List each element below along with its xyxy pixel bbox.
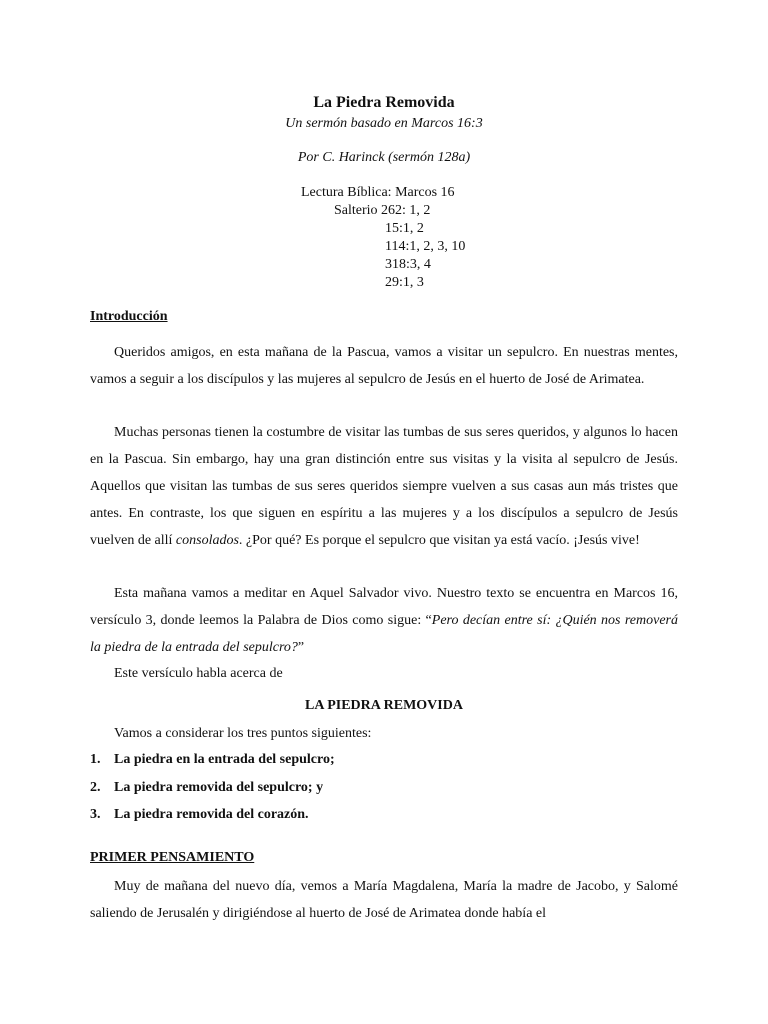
paragraph-text: Muchas personas tienen la costumbre de visitar las tumbas de sus seres queridos, y algunos lo hacen en la Pascua. Sin embargo, hay una gran distinción entre sus visitas y la visita al sepulcro de Jesús. Aquellos que visitan las tumbas de sus seres queridos siempre vuelven a sus casas aun más tristes que antes. En contraste, los que siguen en espíritu a las mujeres y a los discípulos a sepulcro de Jesús vuelven de allí: [90, 425, 678, 548]
list-text: La piedra removida del sepulcro; y: [114, 779, 324, 795]
points-list: [90, 746, 335, 829]
psalter-line: 318:3, 4: [385, 257, 431, 272]
list-text: La piedra removida del corazón.: [114, 807, 309, 822]
intro-paragraph: [90, 419, 678, 554]
first-point-paragraph: Muy de mañana del nuevo día, vemos a María Magdalena, María la madre de Jacobo, y Salomé saliendo de Jerusalén y dirigiéndose al huerto de José de Arimatea donde había el: [90, 879, 678, 921]
document-title: La Piedra Removida: [313, 94, 455, 111]
emphasis-text: consolados: [175, 533, 239, 548]
intro-paragraph: Este versículo habla acerca de: [114, 666, 283, 681]
psalter-line: Salterio 262: 1, 2: [334, 203, 431, 218]
author-line: Por C. Harinck (sermón 128a): [297, 150, 471, 165]
scripture-quote: Pero decían entre sí: ¿Quién nos removerá la piedra de la entrada del sepulcro?: [90, 613, 678, 655]
intro-heading: Introducción: [90, 309, 168, 324]
list-item: [90, 746, 335, 774]
sermon-theme-title: LA PIEDRA REMOVIDA: [305, 698, 463, 713]
intro-paragraph: Queridos amigos, en esta mañana de la Pascua, vamos a visitar un sepulcro. En nuestras mentes, vamos a seguir a los discípulos y las mujeres al sepulcro de Jesús en el huerto de José de Arimatea.: [90, 345, 678, 387]
list-number: 1.: [90, 752, 101, 767]
psalter-line: 15:1, 2: [385, 221, 424, 236]
paragraph-text: ”: [297, 640, 305, 655]
list-number: 2.: [90, 779, 101, 795]
paragraph-text: . ¿Por qué? Es porque el sepulcro que visitan ya está vacío. ¡Jesús vive!: [238, 533, 640, 548]
list-text: La piedra en la entrada del sepulcro;: [114, 752, 335, 767]
first-point-heading: PRIMER PENSAMIENTO: [90, 850, 255, 865]
list-number: 3.: [90, 807, 101, 822]
points-intro: Vamos a considerar los tres puntos siguientes:: [114, 726, 372, 741]
paragraph-text: Esta mañana vamos a meditar en Aquel Salvador vivo. Nuestro texto se encuentra en Marcos 16, versículo 3, donde leemos la Palabra de Dios como sigue: “: [90, 586, 678, 628]
list-item: [90, 801, 335, 829]
document-subtitle: Un sermón basado en Marcos 16:3: [285, 116, 483, 131]
psalter-line: 29:1, 3: [385, 275, 424, 290]
psalter-line: 114:1, 2, 3, 10: [385, 239, 466, 254]
reading-line: Lectura Bíblica: Marcos 16: [301, 185, 455, 200]
list-item: [90, 774, 335, 802]
intro-paragraph: [90, 580, 678, 661]
